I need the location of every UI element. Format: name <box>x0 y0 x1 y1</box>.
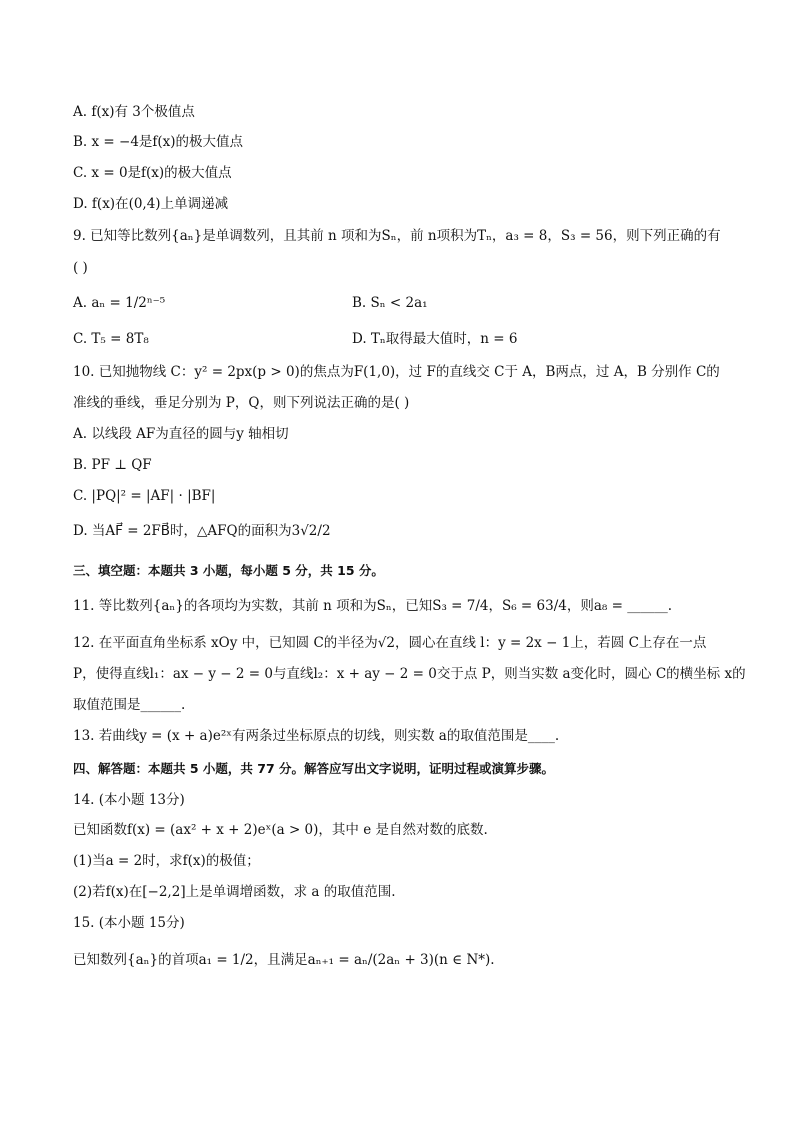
q10-option-c: C. |PQ|² = |AF| · |BF| <box>73 488 216 504</box>
q10-stem-cont: 准线的垂线，垂足分别为 P，Q，则下列说法正确的是( ) <box>73 395 410 411</box>
q10-option-a: A. 以线段 AF为直径的圆与y 轴相切 <box>73 426 289 442</box>
q8-option-c: C. x = 0是f(x)的极大值点 <box>73 165 232 181</box>
q14-stem: 已知函数f(x) = (ax² + x + 2)eˣ(a > 0)，其中 e 是自然对数的底数. <box>73 822 488 838</box>
q10-option-b: B. PF ⊥ QF <box>73 457 152 473</box>
q14-header: 14. (本小题 13分) <box>73 792 185 808</box>
q9-option-d: D. Tₙ取得最大值时，n = 6 <box>352 331 518 347</box>
section-4-heading: 四、解答题：本题共 5 小题，共 77 分。解答应写出文字说明，证明过程或演算步骤。 <box>73 761 555 776</box>
q9-option-b: B. Sₙ < 2a₁ <box>352 295 428 311</box>
q14-part-2: (2)若f(x)在[−2,2]上是单调增函数，求 a 的取值范围. <box>73 884 396 900</box>
q14-part-1: (1)当a = 2时，求f(x)的极值； <box>73 853 260 869</box>
q11-stem: 11. 等比数列{aₙ}的各项均为实数，其前 n 项和为Sₙ，已知S₃ = 7/4，S₆ = 63/4，则a₈ = ______. <box>73 598 672 614</box>
q9-paren: ( ) <box>73 260 88 276</box>
q13-stem: 13. 若曲线y = (x + a)e²ˣ有两条过坐标原点的切线，则实数 a的取值范围是____. <box>73 728 560 744</box>
section-3-heading: 三、填空题：本题共 3 小题，每小题 5 分，共 15 分。 <box>73 563 384 578</box>
q12-stem: 12. 在平面直角坐标系 xOy 中，已知圆 C的半径为√2，圆心在直线 l：y = 2x − 1上，若圆 C上存在一点 <box>73 635 707 651</box>
q10-option-d: D. 当AF⃗ = 2FB⃗时，△AFQ的面积为3√2/2 <box>73 523 331 539</box>
q8-option-b: B. x = −4是f(x)的极大值点 <box>73 134 244 150</box>
q8-option-d: D. f(x)在(0,4)上单调递减 <box>73 196 229 212</box>
q9-option-c: C. T₅ = 8T₈ <box>73 331 149 347</box>
q8-option-a: A. f(x)有 3个极值点 <box>73 104 195 120</box>
q12-stem-end: 取值范围是______. <box>73 697 186 713</box>
q15-header: 15. (本小题 15分) <box>73 915 185 931</box>
q9-stem: 9. 已知等比数列{aₙ}是单调数列，且其前 n 项和为Sₙ，前 n项积为Tₙ，a₃ = 8，S₃ = 56，则下列正确的有 <box>73 228 721 244</box>
q9-option-a: A. aₙ = 1/2ⁿ⁻⁵ <box>73 295 166 311</box>
q15-stem: 已知数列{aₙ}的首项a₁ = 1/2，且满足aₙ₊₁ = aₙ/(2aₙ + 3)(n ∈ N*). <box>73 952 495 968</box>
q12-stem-cont: P，使得直线l₁：ax − y − 2 = 0与直线l₂：x + ay − 2 = 0交于点 P，则当实数 a变化时，圆心 C的横坐标 x的 <box>73 666 746 682</box>
q10-stem: 10. 已知抛物线 C：y² = 2px(p > 0)的焦点为F(1,0)，过 F的直线交 C于 A，B两点，过 A，B 分别作 C的 <box>73 364 720 380</box>
